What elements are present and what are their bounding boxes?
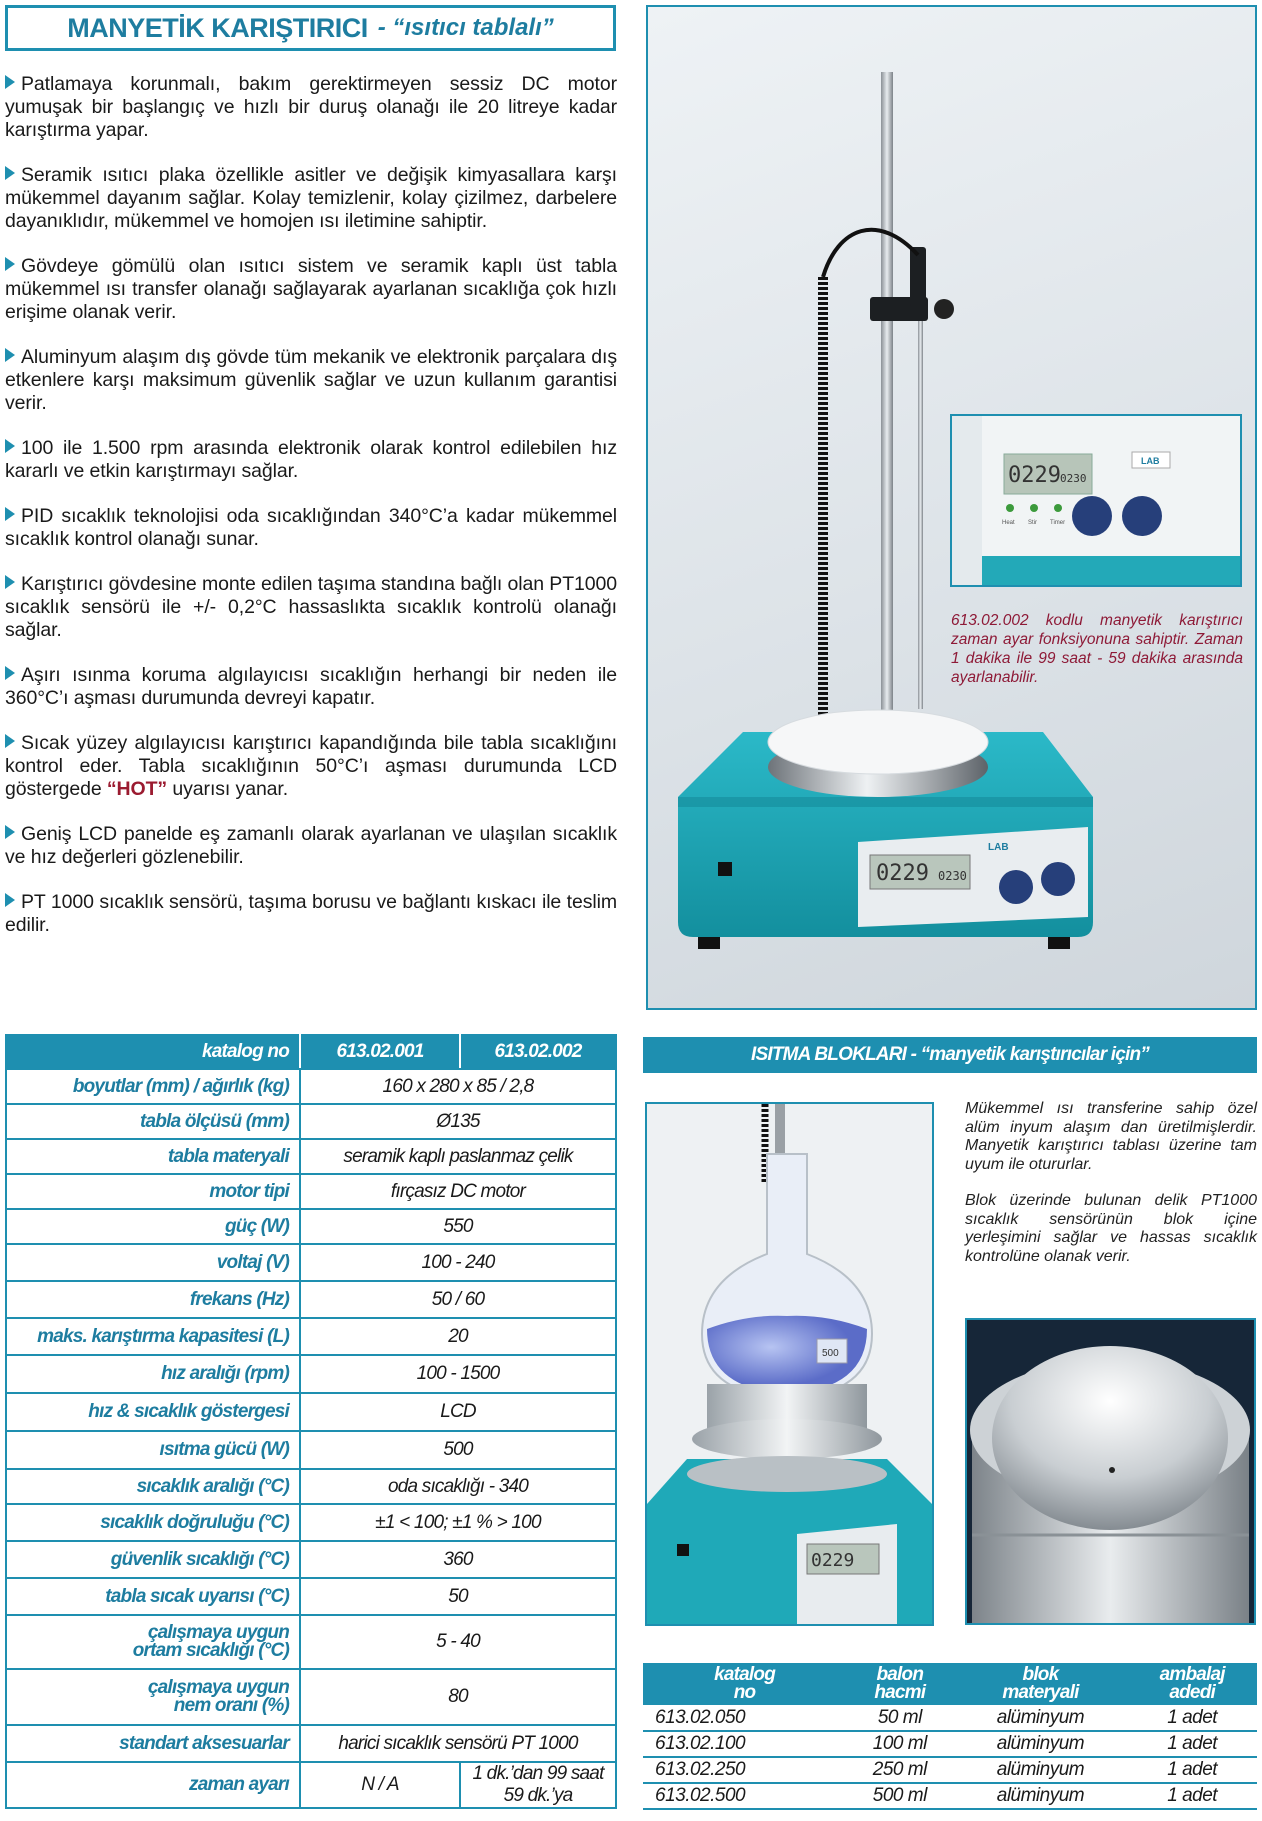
feature-item: Patlamaya korunmalı, bakım gerektirmeyen sessiz DC motor yumuşak bir başlangıç ve hızlı bir duruş olanağı ile 20 litreye kadar karıştırma yapar. — [5, 73, 617, 141]
heating-blocks-table — [643, 1663, 1257, 1810]
arrow-icon — [5, 734, 15, 748]
arrow-icon — [5, 575, 15, 589]
inset-panel-illustration — [952, 416, 1240, 585]
support-rod — [881, 72, 893, 762]
spec-row: tabla sıcak uyarısı (°C) 50 — [6, 1578, 616, 1615]
hot-warning-text: “HOT” — [106, 778, 168, 800]
ceramic-plate — [768, 710, 988, 774]
sensor-hole — [1109, 1467, 1115, 1473]
spec-row: boyutlar (mm) / ağırlık (kg) 160 x 280 x 85 / 2,8 — [6, 1069, 616, 1104]
inset-lcd-main: 0229 — [1008, 463, 1061, 488]
temperature-knob — [1041, 862, 1075, 896]
title-box — [5, 5, 616, 51]
inset-knob-left — [1072, 496, 1112, 536]
inset-photo-control-panel — [950, 414, 1242, 587]
spec-row: çalışmaya uygun ortam sıcaklığı (°C) 5 - 40 — [6, 1615, 616, 1669]
arrow-icon — [5, 75, 15, 89]
lcd-sub-value: 0230 — [938, 869, 967, 883]
blocks-col-volume: balon hacmi — [846, 1663, 953, 1705]
spec-row: güvenlik sıcaklığı (°C) 360 — [6, 1541, 616, 1578]
arrow-icon — [5, 825, 15, 839]
blocks-col-catalog: katalog no — [643, 1663, 846, 1705]
inset-label-timer: Timer — [1050, 520, 1066, 526]
blocks-text-2: Blok üzerinde bulunan delik PT1000 sıcaklık sensörünün blok içine yerleşimini sağlar ve hassas sıcaklık kontrolüne olanak verir. — [965, 1192, 1257, 1265]
lcd-main-value: 0229 — [876, 861, 929, 886]
page-title: MANYETİK KARIŞTIRICI — [67, 12, 368, 43]
inset-label-heat: Heat — [1002, 520, 1015, 526]
feature-item: 100 ile 1.500 rpm arasında elektronik olarak kontrol edilebilen hız kararlı ve etkin karıştırmayı sağlar. — [5, 437, 617, 482]
blocks-col-material: blok materyali — [954, 1663, 1128, 1705]
speed-knob — [999, 870, 1033, 904]
blocks-table-row: 613.02.050 50 ml alüminyum 1 adet — [643, 1705, 1257, 1731]
feature-item: Geniş LCD panelde eş zamanlı olarak ayarlanan ve ulaşılan sıcaklık ve hız değerleri gözlenebilir. — [5, 823, 617, 868]
spec-row: tabla materyali seramik kaplı paslanmaz çelik — [6, 1139, 616, 1174]
flask-on-block-illustration — [647, 1104, 932, 1624]
inset-caption: 613.02.002 kodlu manyetik karıştırıcı zaman ayar fonksiyonuna sahiptir. Zaman 1 dakika ile 99 saat - 59 dakika arasında ayarlanabilir. — [951, 612, 1243, 686]
specification-table — [5, 1034, 617, 1809]
arrow-icon — [5, 666, 15, 680]
spec-header-model-1: 613.02.001 — [300, 1035, 460, 1069]
spec-row-timer: zaman ayarı N / A 1 dk.’dan 99 saat 59 dk.’ya — [6, 1762, 616, 1808]
inset-knob-right — [1122, 496, 1162, 536]
small-lcd-value: 0229 — [811, 1550, 855, 1571]
feature-item: Aşırı ısınma koruma algılayıcısı sıcaklığın herhangi bir neden ile 360°C’ı aşması durumunda devreyi kapatır. — [5, 664, 617, 709]
inset-label-stir: Stir — [1028, 520, 1037, 526]
feature-item: Aluminyum alaşım dış gövde tüm mekanik ve elektronik parçalara dış etkenlere karşı maksimum güvenlik sağlar ve uzun kullanım garantisi verir. — [5, 346, 617, 414]
arrow-icon — [5, 893, 15, 907]
arrow-icon — [5, 439, 15, 453]
feature-item: PID sıcaklık teknolojisi oda sıcaklığından 340°C’a kadar mükemmel sıcaklık kontrol olanağı sunar. — [5, 505, 617, 550]
spec-row: tabla ölçüsü (mm) Ø135 — [6, 1104, 616, 1139]
heating-block-closeup-photo — [965, 1318, 1256, 1625]
arrow-icon — [5, 507, 15, 521]
temperature-probe — [918, 269, 923, 709]
flask-volume-label: 500 — [822, 1348, 839, 1359]
spec-header-row — [6, 1035, 616, 1069]
spec-row: frekans (Hz) 50 / 60 — [6, 1281, 616, 1318]
block-cavity — [992, 1346, 1228, 1530]
spec-row: sıcaklık doğruluğu (°C) ±1 < 100; ±1 % > 100 — [6, 1504, 616, 1541]
feature-item: Gövdeye gömülü olan ısıtıcı sistem ve seramik kaplı üst tabla mükemmel ısı transfer olanağı sağlayarak ayarlanan sıcaklığa çok hızlı erişime olanak verir. — [5, 255, 617, 323]
spec-row: çalışmaya uygun nem oranı (%) 80 — [6, 1669, 616, 1725]
blocks-col-package: ambalaj adedi — [1127, 1663, 1257, 1705]
blocks-table-row: 613.02.500 500 ml alüminyum 1 adet — [643, 1783, 1257, 1809]
inset-lcd-sub: 0230 — [1060, 472, 1087, 485]
feature-item: PT 1000 sıcaklık sensörü, taşıma borusu ve bağlantı kıskacı ile teslim edilir. — [5, 891, 617, 936]
page-subtitle: - “ısıtıcı tablalı” — [377, 14, 554, 41]
spec-row: motor tipi fırçasız DC motor — [6, 1174, 616, 1209]
spec-header-model-2: 613.02.002 — [460, 1035, 616, 1069]
blocks-text-1: Mükemmel ısı transferine sahip özel alüm inyum alaşım dan üretilmişlerdir. Manyetik karıştırıcı tablası üzerine tam uyum ile otururlar. — [965, 1100, 1257, 1173]
feature-item: Seramik ısıtıcı plaka özellikle asitler ve değişik kimyasallara karşı mükemmel dayanım sağlar. Kolay temizlenir, kolay çizilmez, darbelere dayanıklıdır, mükemmel ve homojen ısı iletimine sahiptir. — [5, 164, 617, 232]
spec-row: maks. karıştırma kapasitesi (L) 20 — [6, 1318, 616, 1355]
spec-row: voltaj (V) 100 - 240 — [6, 1244, 616, 1281]
arrow-icon — [5, 166, 15, 180]
arrow-icon — [5, 348, 15, 362]
block-closeup-illustration — [967, 1320, 1254, 1623]
spec-header-label: katalog no — [6, 1035, 300, 1069]
spec-row: standart aksesuarlar harici sıcaklık sensörü PT 1000 — [6, 1725, 616, 1762]
heating-block-photo-flask — [645, 1102, 934, 1626]
heating-blocks-header: ISITMA BLOKLARI - “manyetik karıştırıcılar için” — [643, 1037, 1257, 1073]
feature-list — [5, 73, 617, 959]
heating-blocks-description — [965, 1100, 1257, 1284]
power-switch — [718, 862, 732, 876]
blocks-table-header — [643, 1663, 1257, 1705]
spec-row: hız aralığı (rpm) 100 - 1500 — [6, 1355, 616, 1393]
spec-row: sıcaklık aralığı (°C) oda sıcaklığı - 340 — [6, 1469, 616, 1504]
feature-item: Karıştırıcı gövdesine monte edilen taşıma standına bağlı olan PT1000 sıcaklık sensörü ile +/- 0,2°C hassaslıkta sıcaklık kontrolü olanağı sağlar. — [5, 573, 617, 641]
blocks-table-row: 613.02.100 100 ml alüminyum 1 adet — [643, 1731, 1257, 1757]
spec-row: güç (W) 550 — [6, 1209, 616, 1244]
arrow-icon — [5, 257, 15, 271]
inset-brand-logo: LAB — [1141, 456, 1160, 466]
blocks-table-row: 613.02.250 250 ml alüminyum 1 adet — [643, 1757, 1257, 1783]
spec-row: ısıtma gücü (W) 500 — [6, 1431, 616, 1469]
clamp-knob — [934, 299, 954, 319]
brand-logo: LAB — [988, 842, 1009, 853]
spec-row: hız & sıcaklık göstergesi LCD — [6, 1393, 616, 1431]
feature-item-hot: Sıcak yüzey algılayıcısı karıştırıcı kapandığında bile tabla sıcaklığını kontrol eder. Tabla sıcaklığının 50°C’ı aşması durumunda LCD göstergede “HOT” uyarısı yanar. — [5, 732, 617, 800]
